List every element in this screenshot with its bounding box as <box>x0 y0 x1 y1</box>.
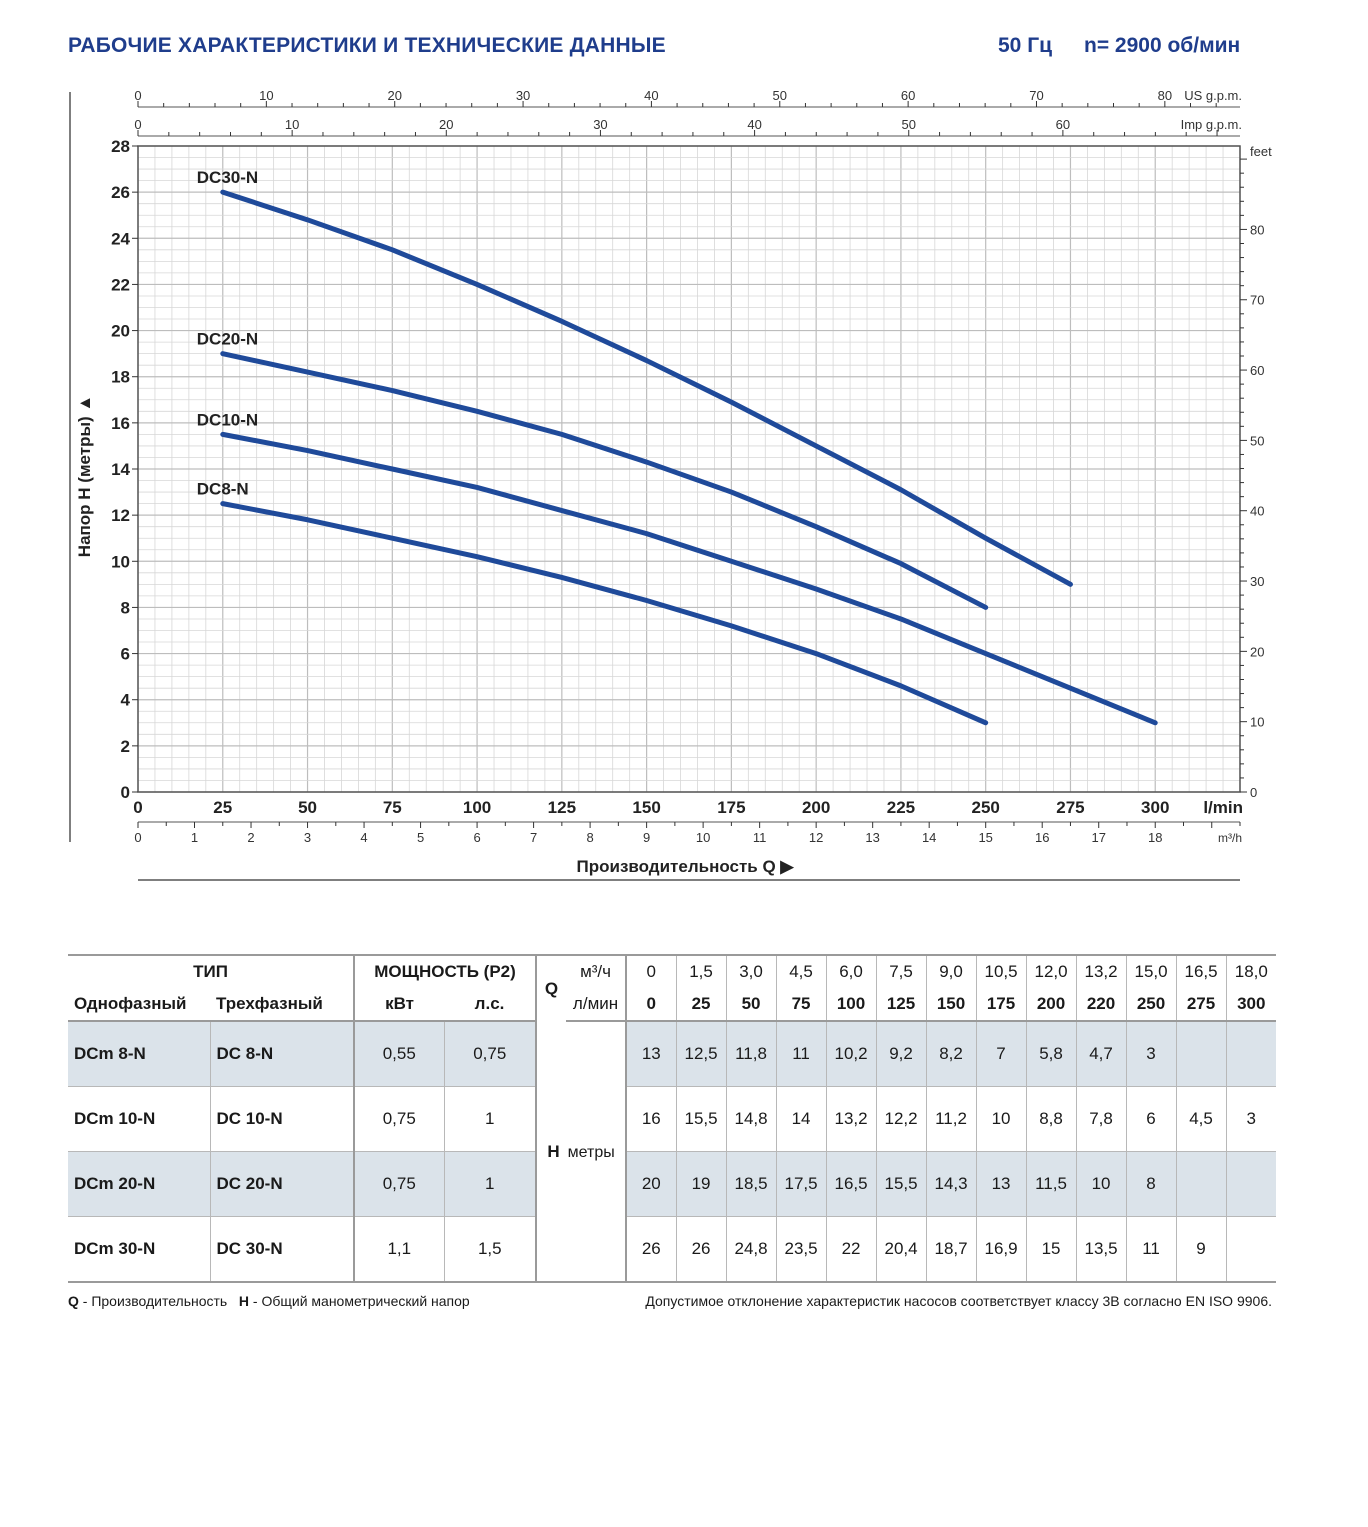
m3h-tick-label: 17 <box>1091 830 1106 845</box>
q-lmin-cell: 25 <box>676 988 726 1021</box>
y-tick-label: 18 <box>111 367 130 387</box>
table-row <box>68 1087 1276 1152</box>
head-value: 15,5 <box>876 1152 926 1217</box>
feet-tick-label: 60 <box>1250 363 1265 379</box>
head-value: 14 <box>776 1087 826 1152</box>
q-m3h-cell: 16,5 <box>1176 955 1226 988</box>
impgpm-tick-label: 30 <box>593 117 608 132</box>
power-hp: 1,5 <box>444 1217 536 1283</box>
impgpm-unit-label: Imp g.p.m. <box>1180 117 1242 132</box>
head-value: 13 <box>626 1021 676 1087</box>
curve-label: DC8-N <box>196 479 249 499</box>
q-m3h-cell: 3,0 <box>726 955 776 988</box>
h-symbol: H <box>547 1141 560 1161</box>
m3h-tick-label: 16 <box>1034 830 1050 845</box>
m3h-tick-label: 9 <box>642 830 651 845</box>
curve-dc8-n <box>223 504 986 723</box>
lmin-header: л/мин <box>566 988 626 1021</box>
q-lmin-cell: 175 <box>976 988 1026 1021</box>
head-value: 22 <box>826 1217 876 1283</box>
power-header: МОЩНОСТЬ (P2) <box>354 955 536 988</box>
x-tick-label: 200 <box>801 798 831 817</box>
q-lmin-cell: 250 <box>1126 988 1176 1021</box>
head-value: 10,2 <box>826 1021 876 1087</box>
head-value <box>1226 1152 1276 1217</box>
head-value: 4,5 <box>1176 1087 1226 1152</box>
tolerance-note: Допустимое отклонение характеристик насосов соответствует классу 3В согласно EN ISO 9906. <box>645 1293 1272 1309</box>
table-row <box>68 1217 1276 1283</box>
head-label <box>536 1021 626 1282</box>
y-tick-label: 6 <box>120 644 130 664</box>
power-kw: 0,75 <box>354 1087 444 1152</box>
table-row <box>68 1021 1276 1087</box>
head-value: 12,5 <box>676 1021 726 1087</box>
x-tick-label: 0 <box>133 798 143 817</box>
usgpm-tick-label: 80 <box>1157 88 1173 103</box>
m3h-tick-label: 13 <box>865 830 880 845</box>
feet-unit-label: feet <box>1250 144 1272 159</box>
feet-tick-label: 20 <box>1250 644 1265 660</box>
q-m3h-cell: 18,0 <box>1226 955 1276 988</box>
head-value <box>1226 1217 1276 1283</box>
head-value: 15,5 <box>676 1087 726 1152</box>
y-tick-label: 14 <box>111 460 130 479</box>
q-lmin-cell: 220 <box>1076 988 1126 1021</box>
usgpm-unit-label: US g.p.m. <box>1184 88 1242 103</box>
q-m3h-cell: 1,5 <box>676 955 726 988</box>
head-value: 13,5 <box>1076 1217 1126 1283</box>
head-value: 23,5 <box>776 1217 826 1283</box>
q-lmin-cell: 275 <box>1176 988 1226 1021</box>
head-value: 7,8 <box>1076 1087 1126 1152</box>
m3h-tick-label: 8 <box>586 830 594 845</box>
speed-label: n= 2900 об/мин <box>1084 34 1241 57</box>
three-phase-model: DC 10-N <box>210 1087 354 1152</box>
y-tick-label: 26 <box>111 183 130 203</box>
q-lmin-cell: 125 <box>876 988 926 1021</box>
head-value: 10 <box>976 1087 1026 1152</box>
q-lmin-cell: 50 <box>726 988 776 1021</box>
legend-note <box>68 1293 470 1309</box>
x-tick-label: 250 <box>971 798 1000 817</box>
head-value: 13,2 <box>826 1087 876 1152</box>
head-value: 20,4 <box>876 1217 926 1283</box>
power-kw: 1,1 <box>354 1217 444 1283</box>
y-tick-label: 0 <box>120 783 130 802</box>
q-lmin-cell: 200 <box>1026 988 1076 1021</box>
head-value: 9,2 <box>876 1021 926 1087</box>
q-lmin-cell: 75 <box>776 988 826 1021</box>
m3h-header: м³/ч <box>566 955 626 988</box>
feet-tick-label: 30 <box>1250 574 1265 590</box>
x-tick-label: 100 <box>462 798 492 817</box>
head-value: 18,7 <box>926 1217 976 1283</box>
x-tick-label: 150 <box>632 798 661 817</box>
head-value: 4,7 <box>1076 1021 1126 1087</box>
head-value: 17,5 <box>776 1152 826 1217</box>
q-m3h-cell: 10,5 <box>976 955 1026 988</box>
x-tick-label: 75 <box>382 798 402 817</box>
power-hp: 0,75 <box>444 1021 536 1087</box>
power-hp: 1 <box>444 1152 536 1217</box>
m3h-tick-label: 3 <box>303 830 312 845</box>
m3h-tick-label: 7 <box>529 830 538 845</box>
single-phase-model: DCm 10-N <box>68 1087 210 1152</box>
q-m3h-cell: 9,0 <box>926 955 976 988</box>
head-value: 8 <box>1126 1152 1176 1217</box>
feet-tick-label: 10 <box>1250 714 1265 730</box>
m3h-tick-label: 2 <box>247 830 255 845</box>
m3h-tick-label: 1 <box>190 830 199 845</box>
q-lmin-cell: 100 <box>826 988 876 1021</box>
head-value: 24,8 <box>726 1217 776 1283</box>
head-value: 19 <box>676 1152 726 1217</box>
head-value: 5,8 <box>1026 1021 1076 1087</box>
usgpm-tick-label: 30 <box>515 88 531 103</box>
x-tick-label: 125 <box>547 798 577 817</box>
three-phase-model: DC 8-N <box>210 1021 354 1087</box>
usgpm-tick-label: 60 <box>900 88 916 103</box>
head-value <box>1176 1152 1226 1217</box>
type-header: ТИП <box>68 955 354 988</box>
head-value: 16 <box>626 1087 676 1152</box>
q-header: Q <box>536 955 566 1021</box>
m3h-tick-label: 14 <box>921 830 937 845</box>
y-tick-label: 10 <box>111 552 130 572</box>
h-note: - Общий манометрический напор <box>249 1293 470 1309</box>
head-value: 3 <box>1226 1087 1276 1152</box>
q-m3h-cell: 0 <box>626 955 676 988</box>
head-value: 26 <box>626 1217 676 1283</box>
m3h-tick-label: 11 <box>752 830 767 845</box>
feet-tick-label: 80 <box>1250 222 1265 238</box>
usgpm-tick-label: 40 <box>644 88 659 103</box>
hp-header: л.с. <box>444 988 536 1021</box>
head-value: 14,3 <box>926 1152 976 1217</box>
head-value: 8,8 <box>1026 1087 1076 1152</box>
frequency-label: 50 Гц <box>998 34 1053 57</box>
feet-tick-label: 50 <box>1250 433 1265 449</box>
head-value: 3 <box>1126 1021 1176 1087</box>
q-note: - Производительность <box>78 1293 228 1309</box>
head-value: 18,5 <box>726 1152 776 1217</box>
q-m3h-cell: 12,0 <box>1026 955 1076 988</box>
head-value: 16,9 <box>976 1217 1026 1283</box>
head-value: 11,2 <box>926 1087 976 1152</box>
head-value <box>1226 1021 1276 1087</box>
impgpm-tick-label: 10 <box>284 117 300 132</box>
head-value <box>1176 1021 1226 1087</box>
usgpm-tick-label: 70 <box>1029 88 1044 103</box>
q-m3h-cell: 13,2 <box>1076 955 1126 988</box>
power-kw: 0,55 <box>354 1021 444 1087</box>
head-value: 10 <box>1076 1152 1126 1217</box>
head-value: 26 <box>676 1217 726 1283</box>
usgpm-tick-label: 10 <box>259 88 274 103</box>
head-value: 11,5 <box>1026 1152 1076 1217</box>
x-tick-label: 225 <box>886 798 916 817</box>
head-value: 20 <box>626 1152 676 1217</box>
h-key: H <box>238 1293 250 1309</box>
meters-unit: метры <box>567 1143 615 1161</box>
feet-tick-label: 40 <box>1250 503 1265 519</box>
three-phase-model: DC 30-N <box>210 1217 354 1283</box>
spec-table <box>68 954 1276 1283</box>
q-lmin-cell: 150 <box>926 988 976 1021</box>
y-tick-label: 24 <box>111 229 130 249</box>
three-phase-model: DC 20-N <box>210 1152 354 1217</box>
single-phase-header: Однофазный <box>68 988 210 1021</box>
x-tick-label: 175 <box>717 798 746 817</box>
usgpm-tick-label: 50 <box>772 88 788 103</box>
impgpm-tick-label: 0 <box>134 117 142 132</box>
head-value: 8,2 <box>926 1021 976 1087</box>
usgpm-tick-label: 0 <box>134 88 142 103</box>
y-tick-label: 12 <box>111 506 130 526</box>
head-value: 6 <box>1126 1087 1176 1152</box>
table-row <box>68 1152 1276 1217</box>
kw-header: кВт <box>354 988 444 1021</box>
curve-label: DC30-N <box>196 168 259 188</box>
y-tick-label: 16 <box>111 413 130 433</box>
power-hp: 1 <box>444 1087 536 1152</box>
m3h-tick-label: 6 <box>473 830 481 845</box>
head-value: 12,2 <box>876 1087 926 1152</box>
y-tick-label: 8 <box>120 598 130 618</box>
impgpm-tick-label: 60 <box>1055 117 1071 132</box>
q-m3h-cell: 6,0 <box>826 955 876 988</box>
y-tick-label: 2 <box>120 736 130 756</box>
impgpm-tick-label: 50 <box>901 117 916 132</box>
head-value: 11,8 <box>726 1021 776 1087</box>
head-value: 15 <box>1026 1217 1076 1283</box>
three-phase-header: Трехфазный <box>210 988 354 1021</box>
curve-label: DC20-N <box>196 329 259 349</box>
y-tick-label: 22 <box>111 275 130 295</box>
x-tick-label: 300 <box>1141 798 1170 817</box>
m3h-tick-label: 0 <box>134 830 142 845</box>
page-title: РАБОЧИЕ ХАРАКТЕРИСТИКИ И ТЕХНИЧЕСКИЕ ДАННЫЕ <box>68 34 666 57</box>
single-phase-model: DCm 8-N <box>68 1021 210 1087</box>
power-kw: 0,75 <box>354 1152 444 1217</box>
head-value: 16,5 <box>826 1152 876 1217</box>
x-axis-label: Производительность Q ▶ <box>576 857 794 876</box>
curve-label: DC10-N <box>196 410 259 430</box>
impgpm-tick-label: 40 <box>747 117 762 132</box>
m3h-tick-label: 10 <box>695 830 711 845</box>
m3h-tick-label: 15 <box>978 830 993 845</box>
q-lmin-cell: 300 <box>1226 988 1276 1021</box>
head-value: 13 <box>976 1152 1026 1217</box>
q-m3h-cell: 15,0 <box>1126 955 1176 988</box>
y-axis-label: Напор H (метры) ▲ <box>75 394 94 558</box>
q-lmin-cell: 0 <box>626 988 676 1021</box>
q-m3h-cell: 7,5 <box>876 955 926 988</box>
x-tick-label: 50 <box>298 798 317 817</box>
m3h-tick-label: 5 <box>416 830 425 845</box>
impgpm-tick-label: 20 <box>439 117 454 132</box>
x-tick-label: 25 <box>213 798 233 817</box>
head-value: 9 <box>1176 1217 1226 1283</box>
x-tick-label: 275 <box>1056 798 1085 817</box>
head-value: 11 <box>1126 1217 1176 1283</box>
y-tick-label: 4 <box>120 690 130 710</box>
x-unit-label: l/min <box>1203 798 1243 817</box>
q-m3h-cell: 4,5 <box>776 955 826 988</box>
usgpm-tick-label: 20 <box>387 88 402 103</box>
head-value: 7 <box>976 1021 1026 1087</box>
single-phase-model: DCm 30-N <box>68 1217 210 1283</box>
m3h-tick-label: 4 <box>360 830 368 845</box>
y-tick-label: 28 <box>111 137 130 156</box>
m3h-tick-label: 12 <box>808 830 824 845</box>
head-value: 11 <box>776 1021 826 1087</box>
m3h-tick-label: 18 <box>1147 830 1163 845</box>
feet-tick-label: 0 <box>1250 785 1258 800</box>
single-phase-model: DCm 20-N <box>68 1152 210 1217</box>
pump-performance-chart <box>0 80 1368 900</box>
q-key: Q <box>68 1293 79 1309</box>
feet-tick-label: 70 <box>1250 292 1265 308</box>
head-value: 14,8 <box>726 1087 776 1152</box>
y-tick-label: 20 <box>111 321 130 341</box>
m3h-unit-label: m³/h <box>1218 831 1242 845</box>
